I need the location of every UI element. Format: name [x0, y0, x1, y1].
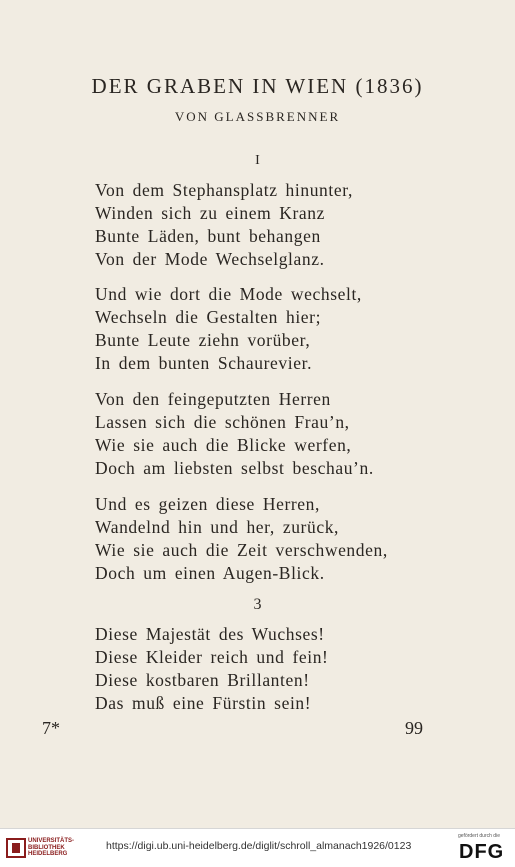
verse-line: Diese kostbaren Brillanten!	[95, 670, 310, 690]
verse-line: Und wie dort die Mode wechselt,	[95, 284, 362, 304]
signature-mark: 7*	[42, 718, 60, 738]
verse-line: Von den feingeputzten Herren	[95, 389, 331, 409]
library-logo-text[interactable]: UNIVERSITÄTS- BIBLIOTHEK HEIDELBERG	[28, 838, 75, 857]
verse-line: Und es geizen diese Herren,	[95, 494, 320, 514]
section-number: I	[255, 153, 260, 168]
viewer-footer	[0, 828, 515, 867]
permalink-url[interactable]: https://digi.ub.uni-heidelberg.de/diglit/schroll_almanach1926/0123	[106, 840, 412, 852]
verse-line: Bunte Leute ziehn vorüber,	[95, 330, 311, 350]
verse-line: Von dem Stephansplatz hinunter,	[95, 180, 353, 200]
verse-line: Von der Mode Wechselglanz.	[95, 249, 325, 269]
section-number: 3	[253, 596, 262, 613]
poem-author: VON GLASSBRENNER	[174, 109, 341, 124]
verse-line: Wie sie auch die Zeit verschwenden,	[95, 540, 388, 560]
page-number: 99	[405, 718, 423, 738]
verse-line: Bunte Läden, bunt behangen	[95, 226, 321, 246]
verse-line: Das muß eine Fürstin sein!	[95, 693, 312, 713]
library-logo-icon[interactable]	[6, 836, 26, 860]
verse-line: In dem bunten Schaurevier.	[95, 353, 313, 373]
verse-line: Wandelnd hin und her, zurück,	[95, 517, 340, 537]
verse-line: Diese Kleider reich und fein!	[95, 647, 329, 667]
verse-line: Doch um einen Augen-Blick.	[95, 563, 325, 583]
verse-line: Doch am liebsten selbst beschau’n.	[95, 458, 374, 478]
verse-line: Wechseln die Gestalten hier;	[95, 307, 322, 327]
verse-line: Diese Majestät des Wuchses!	[95, 624, 325, 644]
funder-caption: gefördert durch die	[458, 833, 500, 839]
verse-line: Winden sich zu einem Kranz	[95, 203, 326, 223]
dfg-logo[interactable]: DFG	[459, 841, 505, 863]
verse-line: Lassen sich die schönen Frau’n,	[95, 412, 350, 432]
verse-line: Wie sie auch die Blicke werfen,	[95, 435, 352, 455]
poem-title: DER GRABEN IN WIEN (1836)	[91, 74, 424, 98]
